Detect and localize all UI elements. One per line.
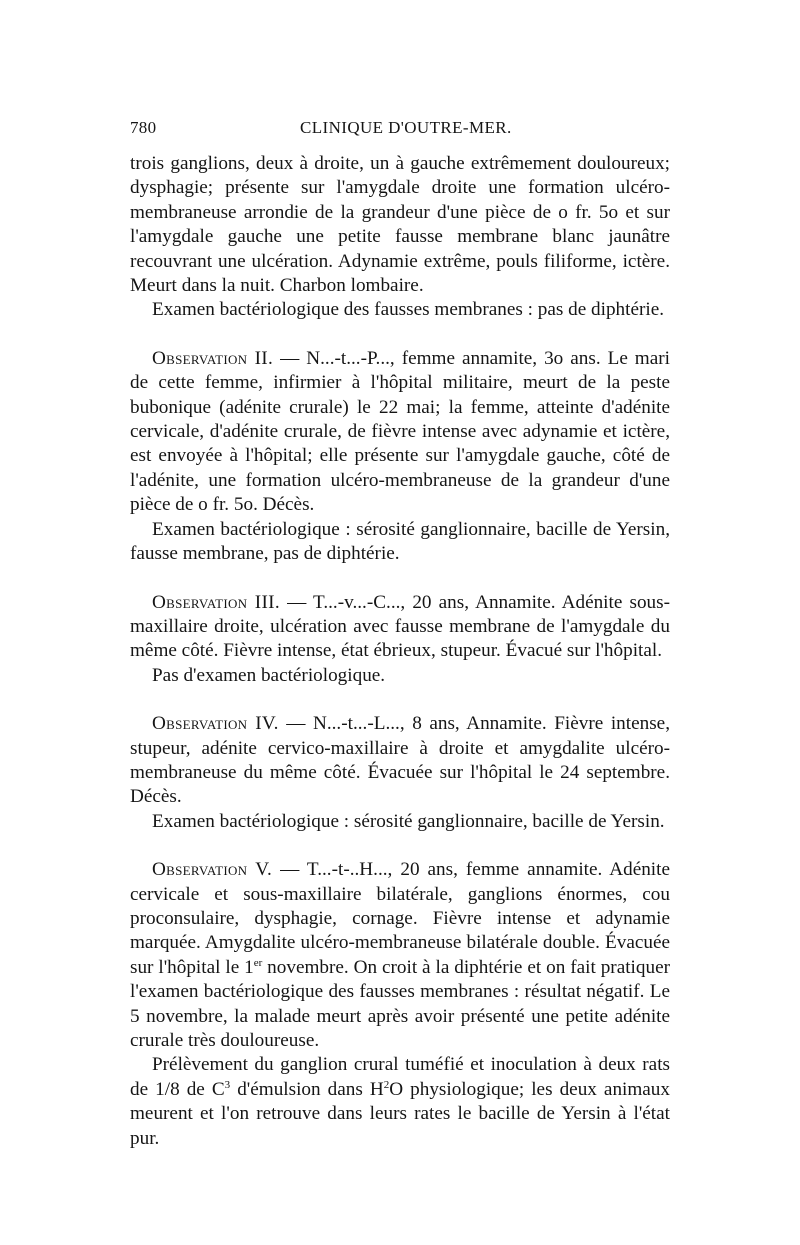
superscript: 2 [383,1078,390,1091]
paragraph-text: Examen bactériologique : sérosité ganglionnaire, bacille de Yersin, fausse membrane, pas de diphtérie. [130,518,670,565]
continued-paragraph [130,152,670,298]
observation-text-part: novembre. On croit à la diphtérie et on fait pratiquer l'examen bactériologique des fausses membranes : résultat négatif. Le 5 novembre, la malade meurt après avoir présenté une petite adénite crurale très douloureuse. [130,956,670,1051]
page-number: 780 [130,118,157,137]
paragraph-text: trois ganglions, deux à droite, un à gauche extrêmement douloureux; dysphagie; présente sur l'amygdale droite une formation ulcéro-membraneuse arrondie de la grandeur d'une pièce de o fr. 5o et sur l'amygdale gauche une petite fausse membrane blanc jaunâtre recouvrant une ulcération. Adynamie extrême, pouls filiforme, ictère. Meurt dans la nuit. Charbon lombaire. [130,153,670,297]
observation-label: Observation II. [152,347,274,369]
superscript: 3 [224,1078,231,1091]
observation-text: — N...-t...-L..., 8 ans, Annamite. Fièvre intense, stupeur, adénite cervico-maxillaire à droite et amygdalite ulcéro-membraneuse du même côté. Évacuée sur l'hôpital le 24 septembre. Décès. [130,713,670,808]
exam-paragraph [130,664,670,688]
observation-label: Observation III. [152,591,280,613]
inoculation-paragraph [130,1053,670,1151]
observation-text: — N...-t...-P..., femme annamite, 3o ans. Le mari de cette femme, infirmier à l'hôpital militaire, meurt de la peste bubonique (adénite crurale) le 22 mai; la femme, atteinte d'adénite cervicale, d'adénite crurale, de fièvre intense avec adynamie et ictère, est envoyée à l'hôpital; elle présente sur l'amygdale gauche, côté de l'adénite, une formation ulcéro-membraneuse de la grandeur d'une pièce de o fr. 5o. Décès. [130,347,670,516]
book-page [130,118,670,1151]
running-header [130,118,670,146]
body-text [130,152,670,1151]
paragraph-text-part: Prélèvement du ganglion crural tuméfié et inoculation à deux rats de 1/8 de C [130,1054,670,1100]
paragraph-text: Examen bactériologique : sérosité ganglionnaire, bacille de Yersin. [152,810,665,832]
observation-label: Observation IV. [152,713,279,735]
observation-4 [130,712,670,810]
paragraph-text: Examen bactériologique des fausses membranes : pas de diphtérie. [152,299,665,321]
observation-label: Observation V. [152,859,273,881]
paragraph-text-part: d'émulsion dans H [230,1078,384,1100]
observation-5 [130,858,670,1053]
observation-text-part: — T...-t-..H..., 20 ans, femme annamite. Adénite cervicale et sous-maxillaire bilatérale, ganglions énormes, cou proconsulaire, dysphagie, cornage. Fièvre intense et adynamie marquée. Amygdalite ulcéro-membraneuse bilatérale double. Évacuée sur l'hôpital le 1 [130,859,670,978]
paragraph-text: Pas d'examen bactériologique. [152,664,386,686]
exam-paragraph [130,518,670,567]
running-title: CLINIQUE D'OUTRE-MER. [300,118,512,137]
exam-paragraph [130,298,670,322]
exam-paragraph [130,810,670,834]
superscript: er [253,956,263,969]
observation-3 [130,591,670,664]
observation-2 [130,347,670,518]
paragraph-text-part: O physiologique; les deux animaux meurent et l'on retrouve dans leurs rates le bacille de Yersin à l'état pur. [130,1078,670,1149]
observation-text: — T...-v...-C..., 20 ans, Annamite. Adénite sous-maxillaire droite, ulcération avec fausse membrane de l'amygdale du même côté. Fièvre intense, état ébrieux, stupeur. Évacué sur l'hôpital. [130,591,670,662]
